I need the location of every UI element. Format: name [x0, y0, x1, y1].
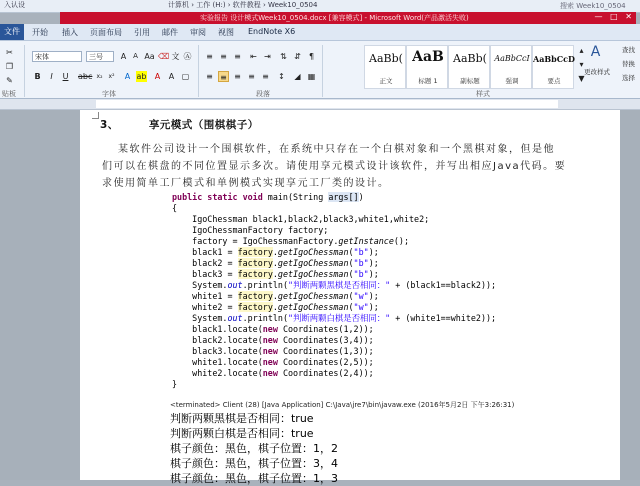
style-sample: AaB — [412, 49, 444, 65]
explorer-breadcrumb[interactable]: 计算机 › 工作 (H:) › 软件教程 › Week10_0504 — [168, 1, 318, 9]
shrink-font-icon[interactable]: A — [133, 52, 138, 60]
font-name-select[interactable] — [32, 51, 82, 62]
code-line: } — [172, 379, 178, 389]
align-left-icon[interactable]: ≡ — [206, 72, 213, 81]
styles-scroll-up-icon[interactable]: ▴ — [579, 46, 584, 55]
highlight-icon[interactable]: ab — [136, 72, 147, 81]
shading-icon[interactable]: ◢ — [294, 72, 301, 81]
numbering-icon[interactable]: ≡ — [220, 52, 227, 61]
style-label: 正文 — [379, 77, 393, 85]
divider — [322, 45, 323, 97]
change-case-icon[interactable]: Aa — [144, 52, 155, 61]
close-icon[interactable]: ✕ — [625, 12, 632, 21]
styles-group-label: 样式 — [476, 90, 490, 98]
paragraph-group-label: 段落 — [256, 90, 270, 98]
grow-font-icon[interactable]: A — [120, 52, 127, 61]
code-line: System.out.println("判断两颗白棋是否相同：" + (white1==white2)); — [172, 313, 497, 323]
show-marks-icon[interactable]: ¶ — [308, 52, 315, 61]
style-label: 副标题 — [460, 77, 480, 85]
code-line: white2 = factory.getIgoChessman("w"); — [172, 302, 379, 312]
window-title: 实验报告 设计模式Week10_0504.docx [兼容模式] - Microsoft Word(产品激活失败) — [200, 14, 469, 22]
code-line: public static void main(String args[]) — [172, 192, 364, 202]
horizontal-ruler[interactable] — [0, 99, 640, 110]
distributed-icon[interactable]: ≡ — [262, 72, 269, 81]
heading-text: 享元模式（围棋棋子） — [148, 119, 259, 131]
style-sample: AaBb( — [453, 52, 487, 65]
style-emphasis[interactable] — [490, 45, 532, 89]
find-button[interactable]: 查找 — [622, 46, 635, 54]
section-heading — [100, 117, 259, 132]
tab-home[interactable]: 开始 — [32, 28, 48, 37]
code-line: black3 = factory.getIgoChessman("b"); — [172, 269, 379, 279]
code-line: System.out.println("判断两颗黑棋是否相同：" + (black1==black2)); — [172, 280, 497, 290]
bold-icon[interactable]: B — [34, 72, 41, 81]
style-label: 强调 — [505, 77, 519, 85]
code-line: black1 = factory.getIgoChessman("b"); — [172, 247, 379, 257]
font-group-label: 字体 — [102, 90, 116, 98]
font-size-select[interactable] — [86, 51, 114, 62]
tab-page-layout[interactable]: 页面布局 — [90, 28, 122, 37]
code-line: IgoChessmanFactory factory; — [172, 225, 329, 235]
phonetic-guide-icon[interactable]: 文 — [171, 52, 180, 61]
code-line: { — [172, 203, 178, 213]
clear-format-icon[interactable]: ⌫ — [158, 52, 170, 61]
word-title-bar — [60, 12, 636, 24]
console-output-line: 判断两颗黑棋是否相同：true — [170, 412, 314, 425]
divider — [24, 45, 25, 97]
change-styles-icon[interactable]: A — [590, 44, 601, 60]
code-line: black1.locate(new Coordinates(1,2)); — [172, 324, 374, 334]
copy-icon[interactable]: ❐ — [5, 62, 14, 71]
multilevel-list-icon[interactable]: ≡ — [234, 52, 241, 61]
format-painter-icon[interactable]: ✎ — [6, 76, 13, 85]
minimize-icon[interactable]: — — [594, 12, 603, 21]
font-name-value: 宋体 — [35, 53, 49, 61]
styles-more-icon[interactable]: ▼ — [578, 74, 585, 83]
style-subtitle[interactable] — [448, 45, 490, 89]
char-border-icon[interactable]: ▢ — [181, 72, 190, 81]
tab-mailings[interactable]: 邮件 — [162, 28, 178, 37]
font-size-value: 三号 — [89, 53, 103, 61]
ribbon-tab-bar — [0, 24, 640, 41]
heading-number: 3、 — [100, 119, 119, 131]
line-spacing-icon[interactable]: ↕ — [278, 72, 285, 81]
cut-icon[interactable]: ✂ — [6, 48, 13, 57]
window-controls[interactable] — [594, 12, 632, 21]
chinese-layout-icon[interactable]: ⇅ — [280, 52, 287, 61]
enclose-char-icon[interactable]: Ⓐ — [183, 52, 192, 61]
style-label: 标题 1 — [418, 77, 438, 85]
tab-endnote[interactable]: EndNote X6 — [248, 27, 296, 36]
console-output-line: 棋子颜色：黑色，棋子位置：1，3 — [170, 472, 338, 485]
underline-icon[interactable]: U — [62, 72, 69, 81]
increase-indent-icon[interactable]: ⇥ — [264, 52, 271, 61]
ruler-text-area — [96, 100, 558, 108]
code-line: black2.locate(new Coordinates(3,4)); — [172, 335, 374, 345]
style-label: 要点 — [547, 77, 561, 85]
text-effects-icon[interactable]: A — [124, 72, 131, 81]
sort-icon[interactable]: ⇵ — [294, 52, 301, 61]
align-right-icon[interactable]: ≡ — [234, 72, 241, 81]
code-line: white1 = factory.getIgoChessman("w"); — [172, 291, 379, 301]
style-sample: AaBbCcI — [494, 54, 530, 63]
code-line: white1.locate(new Coordinates(2,5)); — [172, 357, 374, 367]
style-strong[interactable] — [532, 45, 574, 89]
select-button[interactable]: 选择 — [622, 74, 635, 82]
paragraph-line: 们可以在棋盘的不同位置显示多次。请使用享元模式设计该软件，并写出相应Java代码。要 — [102, 161, 567, 172]
console-output-line: 判断两颗白棋是否相同：true — [170, 427, 314, 440]
maximize-icon[interactable]: □ — [610, 12, 618, 21]
char-shading-icon[interactable]: A — [168, 72, 175, 81]
code-line: black3.locate(new Coordinates(1,3)); — [172, 346, 374, 356]
subscript-icon[interactable]: x₂ — [96, 73, 103, 80]
bullets-icon[interactable]: ≡ — [206, 52, 213, 61]
console-output-line: 棋子颜色：黑色，棋子位置：3，4 — [170, 457, 338, 470]
paragraph-line: 某软件公司设计一个围棋软件，在系统中只存在一个白棋对象和一个黑棋对象，但是他 — [118, 144, 555, 155]
style-sample: AaBb( — [369, 52, 403, 65]
styles-scroll-down-icon[interactable]: ▾ — [579, 60, 584, 69]
file-tab[interactable]: 文件 — [0, 24, 24, 40]
tab-insert[interactable]: 插入 — [62, 28, 78, 37]
code-line: IgoChessman black1,black2,black3,white1,white2; — [172, 214, 430, 224]
clipboard-group-label: 贴板 — [2, 90, 16, 98]
explorer-search[interactable]: 搜索 Week10_0504 — [560, 2, 626, 10]
align-center-icon[interactable]: ≡ — [218, 71, 229, 82]
decrease-indent-icon[interactable]: ⇤ — [250, 52, 257, 61]
change-styles-button[interactable]: 更改样式 — [584, 68, 610, 76]
paragraph-line: 求使用简单工厂模式和单例模式实现享元工厂类的设计。 — [102, 178, 390, 189]
console-header: <terminated> Client (28) [Java Application] C:\Java\jre7\bin\javaw.exe (2016年5月2日 下午3:26:31) — [170, 401, 515, 409]
margin-mark — [92, 112, 99, 119]
strikethrough-icon[interactable]: abc — [78, 72, 93, 81]
code-line: black2 = factory.getIgoChessman("b"); — [172, 258, 379, 268]
console-output-line: 棋子颜色：黑色，棋子位置：1，2 — [170, 442, 338, 455]
tab-review[interactable]: 审阅 — [190, 28, 206, 37]
code-line: white2.locate(new Coordinates(2,4)); — [172, 368, 374, 378]
explorer-tabs: 入认设 — [4, 1, 25, 9]
italic-icon[interactable]: I — [50, 72, 53, 81]
font-color-icon[interactable]: A — [154, 72, 161, 81]
borders-icon[interactable]: ▦ — [307, 72, 316, 81]
style-sample: AaBbCcD — [533, 54, 575, 64]
code-line: factory = IgoChessmanFactory.getInstance(); — [172, 236, 410, 246]
style-normal[interactable] — [364, 45, 406, 89]
superscript-icon[interactable]: x² — [108, 73, 115, 80]
justify-icon[interactable]: ≡ — [248, 72, 255, 81]
tab-view[interactable]: 视图 — [218, 28, 234, 37]
divider — [198, 45, 199, 97]
replace-button[interactable]: 替换 — [622, 60, 635, 68]
style-heading-1[interactable] — [406, 45, 448, 89]
ribbon — [0, 41, 640, 99]
tab-references[interactable]: 引用 — [134, 28, 150, 37]
